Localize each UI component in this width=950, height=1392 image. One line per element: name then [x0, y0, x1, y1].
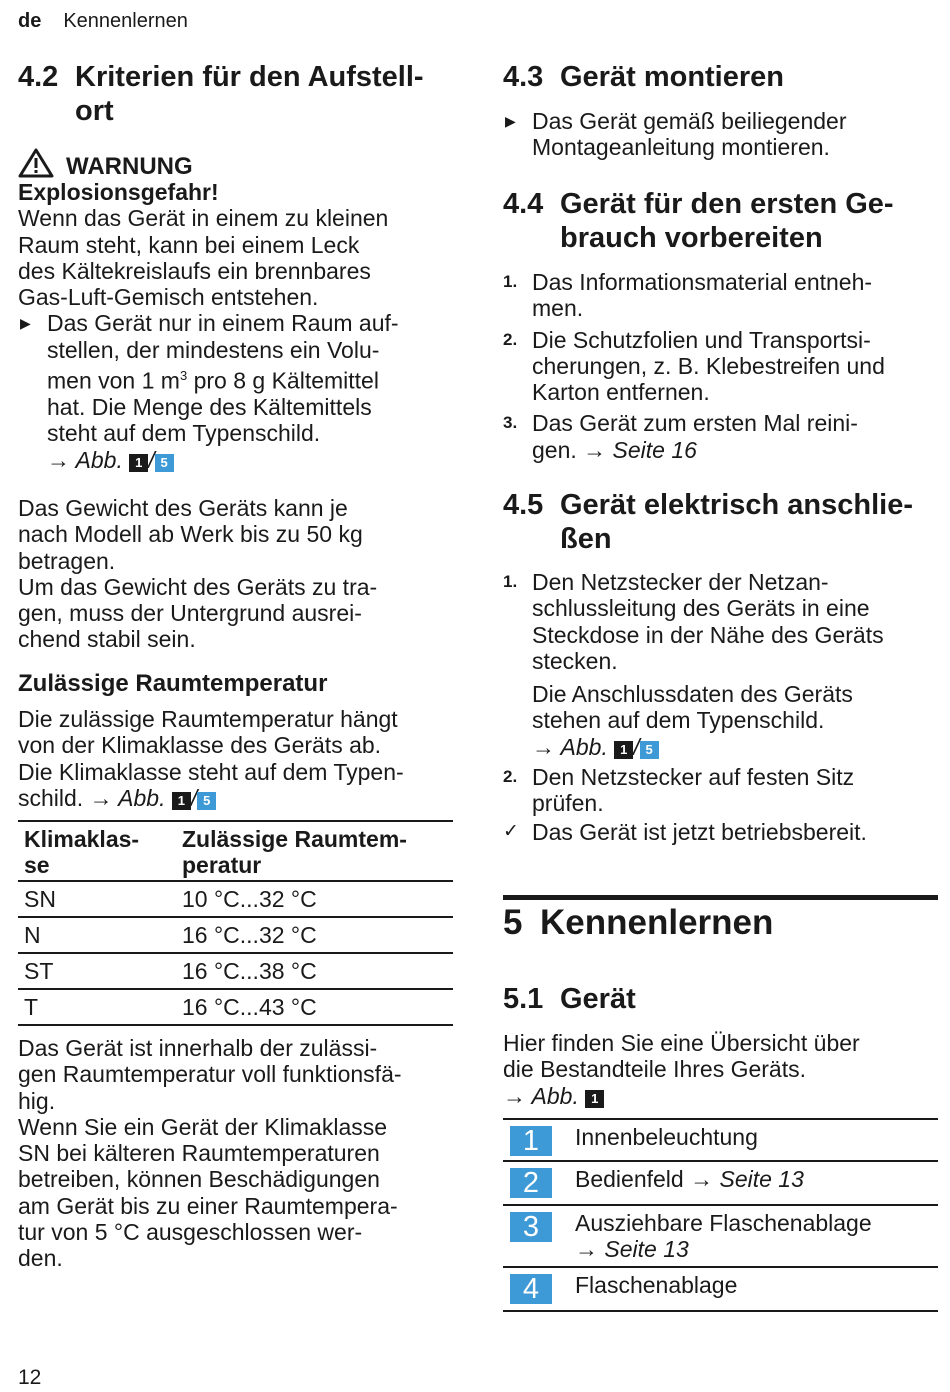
list-item [503, 269, 938, 322]
table-cell: ST [24, 958, 54, 984]
column-header [170, 821, 453, 881]
language-code: de [18, 10, 42, 32]
table-row [503, 1120, 938, 1161]
part-number: 3 [510, 1212, 552, 1242]
text-line: prüfen. [532, 790, 604, 817]
text-line [47, 363, 458, 394]
part-label: Ausziehbare Flaschenablage [575, 1210, 872, 1236]
list-item [503, 764, 938, 817]
text-line: Das Gerät zum ersten Mal reini- [532, 410, 858, 437]
room-temp-paragraph [18, 706, 458, 811]
check-icon: ✓ [503, 820, 519, 842]
step-number: 3. [503, 413, 518, 433]
arrow-right-icon: → [532, 733, 555, 760]
text-line: von der Klimaklasse des Geräts ab. [18, 732, 382, 759]
text-line: hat. Die Menge des Kältemittels [47, 394, 372, 421]
text-line: Das Gerät ist jetzt betriebsbereit. [532, 818, 867, 845]
warning-triangle-icon [18, 148, 54, 178]
figure-badge: 5 [155, 454, 174, 472]
ref-text: Seite 13 [604, 1236, 689, 1262]
ref-text: Abb. [75, 446, 123, 473]
table-cell: 10 °C...32 °C [182, 886, 317, 912]
page-reference[interactable] [690, 1166, 804, 1192]
table-row [503, 1205, 938, 1267]
figure-reference[interactable]: → Abb. 1 / 5 [532, 734, 938, 760]
figure-badge: 1 [614, 741, 633, 759]
part-number-cell [503, 1205, 575, 1267]
prepare-steps [503, 269, 938, 463]
text-line: Hier finden Sie eine Übersicht über [503, 1030, 860, 1056]
chapter-divider [503, 895, 938, 900]
list-item [503, 410, 938, 463]
arrow-right-icon: → [47, 446, 70, 473]
text-line: schlussleitung des Geräts in eine [532, 595, 870, 622]
text-line: betreiben, können Beschädigungen [18, 1166, 380, 1193]
result-line [503, 819, 938, 845]
weight-paragraph [18, 495, 458, 653]
text-line: Das Gerät nur in einem Raum auf- [47, 310, 399, 337]
text-line: gen, muss der Untergrund ausrei- [18, 600, 362, 627]
arrow-right-icon: → [575, 1236, 598, 1262]
chapter-title: Kennenlernen [540, 903, 774, 942]
section-title: Gerät montieren [560, 61, 784, 93]
text-line: Steckdose in der Nähe des Geräts [532, 621, 884, 648]
page-header [18, 10, 188, 33]
text-line [532, 437, 938, 463]
figure-badge: 1 [172, 792, 191, 810]
text-line: Den Netzstecker auf festen Sitz [532, 764, 855, 791]
figure-badge: 5 [640, 741, 659, 759]
page-reference[interactable] [575, 1236, 938, 1262]
text-line: betragen. [18, 547, 116, 574]
section-title-cont: ort [75, 95, 114, 127]
header-line: Klimaklas- [24, 826, 140, 852]
section-4-2-heading [18, 60, 458, 128]
arrow-right-icon: → [89, 784, 113, 811]
parts-table-wrap [503, 1120, 938, 1312]
text-line: den. [18, 1245, 63, 1272]
figure-reference[interactable]: → Abb. 1 / 5 [47, 447, 458, 473]
section-4-4-heading [503, 187, 938, 255]
warning-box [18, 148, 458, 473]
warning-label: WARNUNG [66, 153, 193, 180]
table-cell: 16 °C...38 °C [182, 958, 317, 984]
section-number: 4.5 [503, 489, 544, 521]
part-label-cell [575, 1267, 938, 1311]
text-line: Um das Gewicht des Geräts zu tra- [18, 573, 378, 600]
text-line: des Kältekreislaufs ein brennbares [18, 257, 371, 284]
text-line: Das Gewicht des Geräts kann je [18, 495, 348, 521]
ref-text: Seite 16 [612, 436, 697, 463]
text-line: Die Klimaklasse steht auf dem Typen- [18, 758, 404, 785]
step-number: 2. [503, 767, 518, 787]
section-5-1-heading [503, 982, 636, 1016]
text-line: Gas-Luft-Gemisch entstehen. [18, 284, 319, 311]
text-line: Raum steht, kann bei einem Leck [18, 231, 360, 258]
room-temp-heading: Zulässige Raumtemperatur [18, 670, 328, 697]
part-label-cell [575, 1161, 938, 1205]
text-line: Den Netzstecker der Netzan- [532, 569, 829, 595]
chapter-number: 5 [503, 903, 523, 942]
column-header [18, 821, 170, 881]
text-line: am Gerät bis zu einer Raumtempera- [18, 1192, 398, 1219]
section-number: 4.3 [503, 61, 544, 93]
figure-badge: 1 [129, 454, 148, 472]
text-fragment: schild. [18, 784, 84, 811]
page-number: 12 [18, 1366, 42, 1389]
superscript: 3 [179, 368, 188, 384]
table-cell: T [24, 994, 39, 1020]
table-cell: 16 °C...32 °C [182, 922, 317, 948]
chapter-5-heading [503, 903, 773, 943]
part-label: Bedienfeld [575, 1166, 684, 1192]
section-number: 4.4 [503, 188, 544, 220]
connect-steps [503, 569, 938, 845]
parts-table [503, 1120, 938, 1312]
text-line: Die Anschlussdaten des Geräts [532, 681, 853, 708]
list-item [503, 327, 938, 406]
part-label-cell [575, 1205, 938, 1267]
arrow-right-icon: → [690, 1166, 714, 1192]
arrow-right-icon: → [503, 1082, 526, 1109]
warning-heading: Explosionsgefahr! [18, 179, 219, 205]
text-line: Montageanleitung montieren. [532, 134, 830, 161]
part-label: Innenbeleuchtung [575, 1124, 758, 1150]
text-line: Karton entfernen. [532, 379, 710, 406]
section-title: Gerät elektrisch anschlie- [560, 489, 913, 521]
table-cell: SN [24, 886, 56, 912]
after-table-paragraph [18, 1035, 458, 1272]
text-fragment: men von 1 m [47, 367, 180, 394]
warning-text [18, 205, 458, 310]
text-line: Die zulässige Raumtemperatur hängt [18, 706, 398, 732]
header-line: Zulässige Raumtem- [182, 826, 407, 852]
text-line: hig. [18, 1087, 56, 1114]
section-4-5-heading [503, 488, 938, 556]
figure-badge: 5 [197, 792, 216, 810]
part-number-cell [503, 1267, 575, 1311]
section-number: 5.1 [503, 983, 544, 1015]
table-row [503, 1161, 938, 1205]
right-column [503, 0, 938, 1305]
list-item [503, 569, 938, 760]
text-line: Wenn das Gerät in einem zu kleinen [18, 205, 389, 232]
text-fragment: gen. [532, 436, 577, 463]
section-title: Kriterien für den Aufstell- [75, 61, 424, 93]
text-line: cherungen, z. B. Klebestreifen und [532, 352, 885, 379]
text-line: Das Gerät gemäß beiliegender [532, 108, 847, 134]
part-label-cell [575, 1120, 938, 1161]
section-title-cont: brauch vorbereiten [560, 222, 823, 254]
part-number: 4 [510, 1274, 552, 1304]
mount-instruction [503, 108, 938, 161]
part-label: Flaschenablage [575, 1272, 738, 1298]
page-reference[interactable] [583, 437, 697, 463]
ref-text: Abb. [560, 733, 608, 760]
table-header-row [18, 821, 453, 881]
table-row [18, 989, 453, 1025]
figure-reference[interactable]: → Abb. 1 / 5 [90, 785, 217, 811]
text-line [18, 785, 458, 811]
section-title-cont: ßen [560, 523, 612, 555]
text-line: steht auf dem Typenschild. [47, 420, 321, 447]
text-line: Die Schutzfolien und Transportsi- [532, 326, 871, 353]
warning-instruction [18, 310, 458, 472]
part-number-cell [503, 1161, 575, 1205]
table-row [18, 917, 453, 953]
text-line: stecken. [532, 647, 618, 674]
text-line: nach Modell ab Werk bis zu 50 kg [18, 521, 363, 548]
step-number: 2. [503, 329, 518, 349]
climate-class-table [18, 820, 453, 1026]
text-line: stehen auf dem Typenschild. [532, 707, 825, 734]
header-line: peratur [182, 852, 262, 878]
text-line: men. [532, 295, 584, 322]
text-fragment: pro 8 g Kältemittel [187, 367, 379, 394]
table-cell: N [24, 922, 41, 948]
figure-badge: 1 [585, 1090, 604, 1108]
text-line: stellen, der mindestens ein Volu- [47, 336, 380, 363]
table-row [18, 953, 453, 989]
section-4-3-heading [503, 60, 784, 94]
table-cell: 16 °C...43 °C [182, 994, 317, 1020]
text-line: die Bestandteile Ihres Geräts. [503, 1056, 806, 1083]
text-line: tur von 5 °C ausgeschlossen wer- [18, 1219, 363, 1246]
text-line: SN bei kälteren Raumtemperaturen [18, 1140, 380, 1167]
part-number: 2 [510, 1168, 552, 1198]
climate-class-table-wrap [18, 820, 453, 1026]
text-line: Wenn Sie ein Gerät der Klimaklasse [18, 1113, 388, 1140]
table-row [18, 881, 453, 917]
step-number: 1. [503, 572, 518, 591]
overview-paragraph [503, 1030, 938, 1109]
text-line: chend stabil sein. [18, 626, 196, 653]
section-number: 4.2 [18, 61, 59, 93]
ref-text: Abb. [118, 784, 166, 811]
ref-text: Abb. [531, 1082, 579, 1109]
text-line: Das Gerät ist innerhalb der zulässi- [18, 1035, 378, 1061]
ref-text: Seite 13 [719, 1166, 804, 1192]
header-line: se [24, 852, 50, 878]
header-section: Kennenlernen [63, 10, 188, 32]
figure-reference[interactable] [503, 1083, 938, 1109]
arrow-right-icon: → [583, 436, 607, 463]
section-title: Gerät [560, 983, 636, 1015]
text-line: gen Raumtemperatur voll funktionsfä- [18, 1061, 402, 1088]
step-number: 1. [503, 272, 518, 291]
text-line: Das Informationsmaterial entneh- [532, 269, 873, 295]
part-number-cell [503, 1120, 575, 1161]
section-title: Gerät für den ersten Ge- [560, 188, 894, 220]
bullet-arrow-icon: ▶ [20, 315, 31, 332]
part-number: 1 [510, 1126, 552, 1156]
table-row [503, 1267, 938, 1311]
bullet-arrow-icon: ▶ [505, 113, 516, 129]
